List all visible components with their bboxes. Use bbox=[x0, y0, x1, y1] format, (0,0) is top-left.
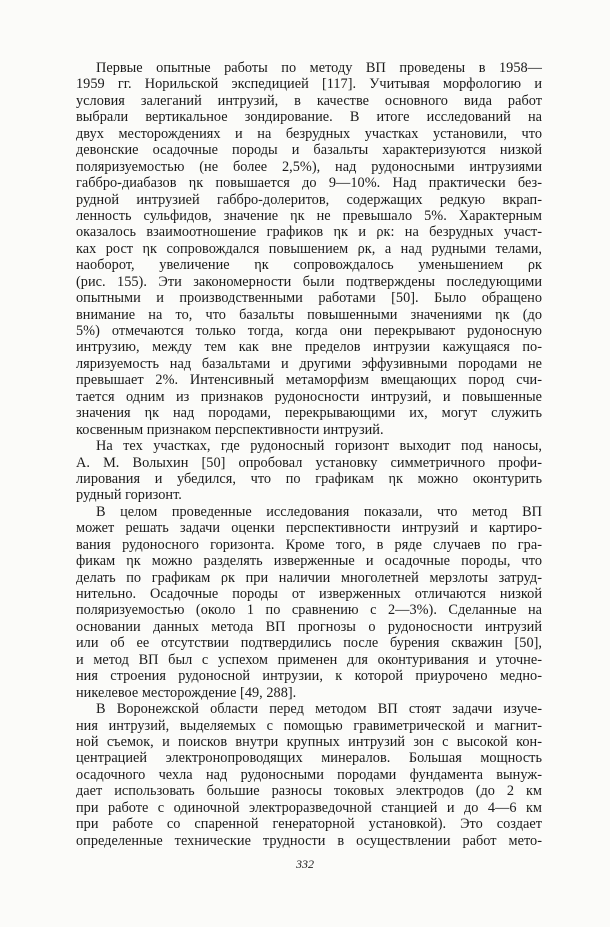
text-line: (рис. 155). Эти закономерности были подтверждены последующими bbox=[76, 273, 542, 290]
text-line: габбро-диабазов ηк повышается до 9—10%. Над практически без- bbox=[76, 175, 542, 192]
text-line: или об ее отсутствии подтвердились после бурения скважин [50], bbox=[76, 635, 542, 652]
text-line: поляризуемостью (не более 2,5%), над рудоносными интрузиями bbox=[76, 158, 542, 175]
text-line: определенные технические трудности в осуществлении работ мето- bbox=[76, 832, 542, 849]
text-line: основании данных метода ВП прогнозы о рудоносности интрузий bbox=[76, 618, 542, 635]
text-line: наоборот, увеличение ηк сопровождалось уменьшением ρк bbox=[76, 257, 542, 274]
text-line: фикам ηк можно разделять изверженные и осадочные породы, что bbox=[76, 553, 542, 570]
text-line: ленность сульфидов, значение ηк не превышало 5%. Характерным bbox=[76, 207, 542, 224]
text-line: делать по графикам ρк при наличии многолетней мерзлоты затруд- bbox=[76, 569, 542, 586]
text-line: 1959 гг. Норильской экспедицией [117]. Учитывая морфологию и bbox=[76, 76, 542, 93]
paragraph bbox=[76, 60, 542, 438]
page-number: 332 bbox=[296, 857, 314, 871]
text-line: ках рост ηк сопровождался повышением ρк, а над рудными телами, bbox=[76, 240, 542, 257]
text-line: косвенным признаком перспективности интрузий. bbox=[76, 421, 384, 438]
text-line: оказалось взаимоотношение графиков ηк и ρк: на безрудных участ- bbox=[76, 224, 542, 241]
paragraph bbox=[76, 701, 542, 849]
text-line: В Воронежской области перед методом ВП стоят задачи изуче- bbox=[96, 701, 542, 718]
text-line: А. М. Волыхин [50] опробовал установку симметричного профи- bbox=[76, 454, 542, 471]
text-line: значения ηк над породами, перекрывающими их, могут служить bbox=[76, 405, 542, 422]
text-line: дает использовать большие разносы токовых электродов (до 2 км bbox=[76, 783, 542, 800]
paragraph bbox=[76, 438, 542, 504]
text-line: ной съемок, и поисков внутри крупных интрузий зон с высокой кон- bbox=[76, 733, 542, 750]
text-line: ляризуемость над базальтами и другими эффузивными породами не bbox=[76, 355, 542, 372]
text-line: На тех участках, где рудоносный горизонт выходит под наносы, bbox=[96, 438, 542, 455]
text-line: лирования и убедился, что по графикам ηк можно оконтурить bbox=[76, 470, 542, 487]
text-line: Первые опытные работы по методу ВП проведены в 1958— bbox=[96, 60, 542, 76]
text-line: нительно. Осадочные породы от изверженных отличаются низкой bbox=[76, 586, 542, 602]
text-line: девонские осадочные породы и базальты характеризуются низкой bbox=[76, 142, 542, 159]
text-line: В целом проведенные исследования показали, что метод ВП bbox=[96, 503, 542, 520]
text-line: никелевое месторождение [49, 288]. bbox=[76, 684, 297, 701]
text-line: осадочного чехла над рудоносными породами фундамента вынуж- bbox=[76, 766, 542, 783]
text-line: и метод ВП был с успехом применен для оконтуривания и уточне- bbox=[76, 651, 542, 668]
text-line: рудный горизонт. bbox=[76, 487, 182, 504]
text-line: ния строения рудоносной интрузии, к которой приурочено медно- bbox=[76, 668, 542, 685]
text-line: вания рудоносного горизонта. Кроме того, в ряде случаев по гра- bbox=[76, 536, 542, 553]
text-line: интрузию, между тем как вне пределов интрузии кажущаяся по- bbox=[76, 339, 542, 356]
text-line: двух месторождениях и на безрудных участках установили, что bbox=[76, 125, 542, 142]
body-text bbox=[76, 60, 542, 849]
text-line: при работе с одиночной электроразведочной станцией и до 4—6 км bbox=[76, 799, 542, 816]
text-line: может решать задачи оценки перспективности интрузий и картиро- bbox=[76, 520, 542, 537]
text-line: опытными и производственными работами [50]. Было обращено bbox=[76, 290, 542, 307]
text-line: 5%) отмечаются только тогда, когда они перекрывают рудоносную bbox=[76, 323, 542, 339]
text-line: центрацией электронопроводящих минералов. Большая мощность bbox=[76, 750, 542, 767]
text-line: при работе со спаренной генераторной установкой). Это создает bbox=[76, 816, 542, 833]
text-line: превышает 2%. Интенсивный метаморфизм вмещающих пород счи- bbox=[76, 372, 542, 389]
text-line: тается одним из признаков рудоносности интрузий, и повышенные bbox=[76, 388, 542, 405]
text-line: внимание на то, что базальты повышенными значениями ηк (до bbox=[76, 306, 542, 323]
text-line: поляризуемостью (около 1 по сравнению с 2—3%). Сделанные на bbox=[76, 602, 542, 619]
text-line: выбрали вертикальное зондирование. В итоге исследований на bbox=[76, 109, 542, 126]
text-line: условия залеганий интрузий, в качестве основного вида работ bbox=[76, 92, 542, 109]
text-line: ния интрузий, выделяемых с помощью гравиметрической и магнит- bbox=[76, 717, 542, 734]
text-line: рудной интрузией габбро-долеритов, содержащих редкую вкрап- bbox=[76, 191, 542, 208]
paragraph bbox=[76, 504, 542, 701]
